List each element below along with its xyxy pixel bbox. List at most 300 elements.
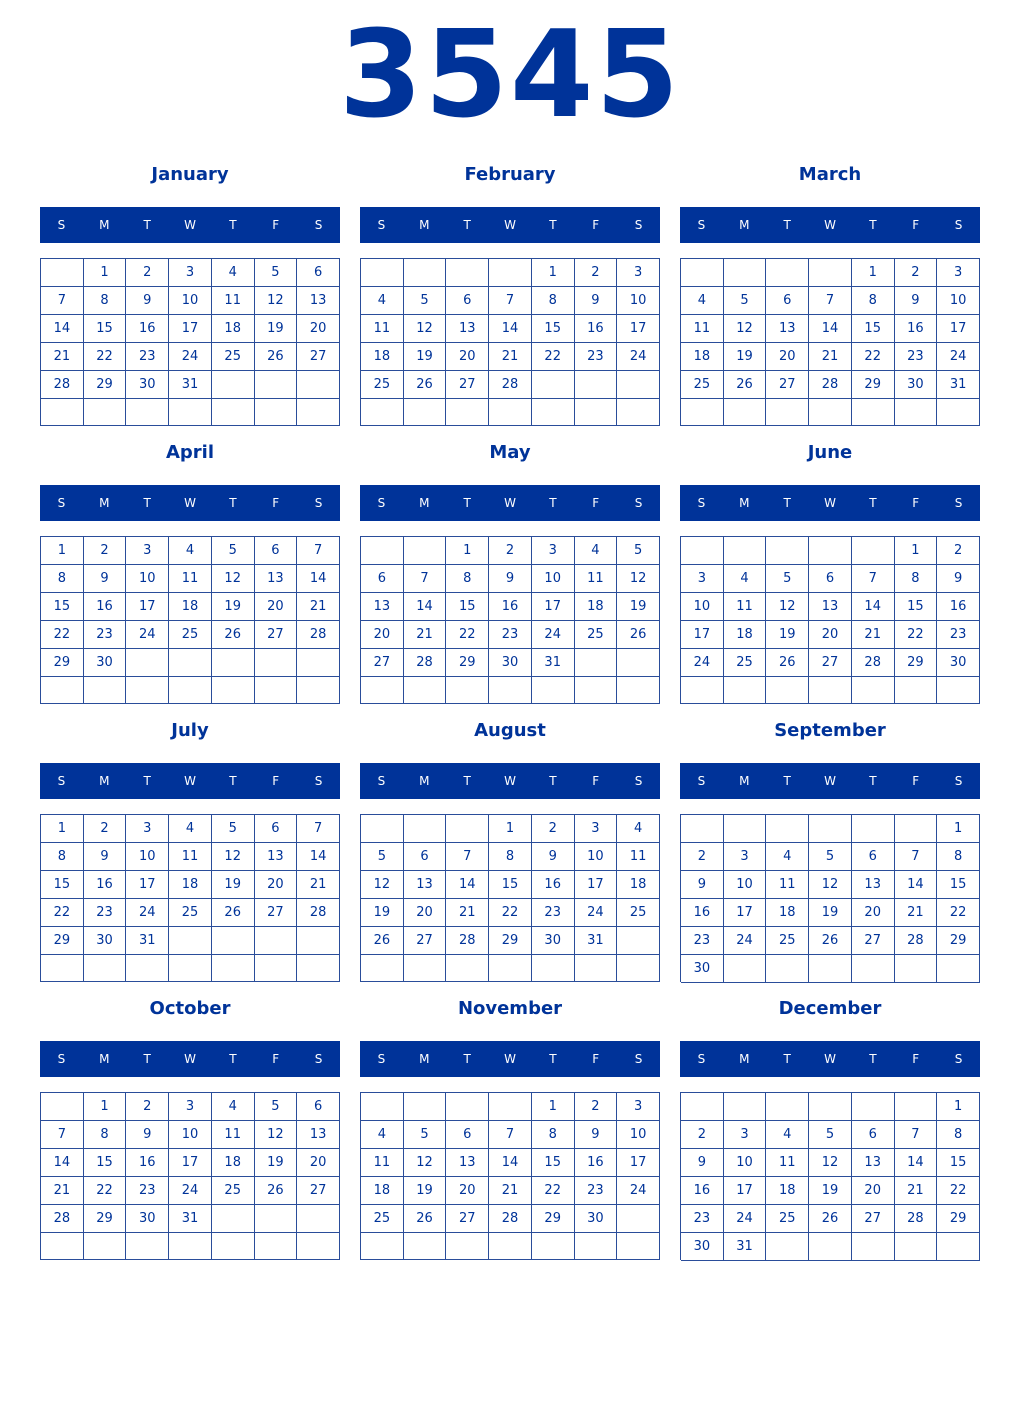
day-cell: 30 — [575, 1205, 618, 1233]
empty-cell — [297, 1233, 340, 1260]
day-cell: 31 — [937, 371, 980, 399]
month-name: October — [149, 998, 231, 1019]
day-cell: 22 — [937, 1177, 980, 1205]
day-cell: 15 — [937, 871, 980, 899]
weekday-label: W — [824, 218, 836, 232]
day-cell: 19 — [724, 343, 767, 371]
empty-cell — [809, 537, 852, 565]
day-cell: 15 — [895, 593, 938, 621]
day-cell: 30 — [532, 927, 575, 955]
weekday-label: S — [697, 496, 706, 510]
day-cell: 7 — [41, 1121, 84, 1149]
day-cell: 5 — [809, 843, 852, 871]
weekday-header — [40, 485, 340, 521]
weekday-label: T — [869, 218, 877, 232]
weekday-label: S — [57, 218, 66, 232]
day-cell: 14 — [489, 1149, 532, 1177]
empty-cell — [297, 1205, 340, 1233]
day-cell: 30 — [937, 649, 980, 677]
day-cell: 29 — [41, 649, 84, 677]
day-cell: 17 — [575, 871, 618, 899]
day-cell: 17 — [126, 593, 169, 621]
month-february — [360, 160, 660, 430]
day-cell: 8 — [446, 565, 489, 593]
day-cell: 4 — [169, 815, 212, 843]
day-cell: 30 — [489, 649, 532, 677]
day-cell: 10 — [126, 843, 169, 871]
day-cell: 4 — [766, 843, 809, 871]
weekday-label: T — [783, 1052, 791, 1066]
day-cell: 7 — [297, 815, 340, 843]
day-cell: 19 — [404, 343, 447, 371]
day-cell: 13 — [809, 593, 852, 621]
empty-cell — [404, 815, 447, 843]
empty-cell — [41, 259, 84, 287]
empty-cell — [766, 259, 809, 287]
empty-cell — [169, 927, 212, 955]
weekday-label: W — [824, 496, 836, 510]
day-cell: 27 — [446, 1205, 489, 1233]
weekday-label: W — [184, 1052, 196, 1066]
day-cell: 3 — [169, 1093, 212, 1121]
day-cell: 9 — [895, 287, 938, 315]
day-cell: 23 — [532, 899, 575, 927]
day-cell: 1 — [84, 259, 127, 287]
weekday-label: S — [634, 1052, 643, 1066]
day-cell: 9 — [681, 1149, 724, 1177]
empty-cell — [41, 955, 84, 982]
day-cell: 10 — [169, 287, 212, 315]
day-cell: 18 — [575, 593, 618, 621]
empty-cell — [446, 399, 489, 426]
day-cell: 24 — [724, 1205, 767, 1233]
day-cell: 1 — [84, 1093, 127, 1121]
day-cell: 18 — [681, 343, 724, 371]
day-cell: 27 — [446, 371, 489, 399]
day-cell: 21 — [446, 899, 489, 927]
day-cell: 29 — [489, 927, 532, 955]
day-cell: 13 — [255, 843, 298, 871]
month-august — [360, 716, 660, 986]
empty-cell — [766, 955, 809, 983]
weekday-label: T — [869, 774, 877, 788]
weekday-header — [40, 207, 340, 243]
weekday-label: F — [912, 774, 920, 788]
weekday-label: M — [419, 1052, 430, 1066]
empty-cell — [446, 677, 489, 704]
day-cell: 5 — [212, 815, 255, 843]
empty-cell — [446, 259, 489, 287]
month-name: February — [464, 164, 556, 185]
weekday-label: T — [463, 218, 471, 232]
day-cell: 31 — [724, 1233, 767, 1261]
day-cell: 28 — [852, 649, 895, 677]
day-cell: 18 — [766, 1177, 809, 1205]
day-cell: 22 — [84, 1177, 127, 1205]
day-cell: 6 — [766, 287, 809, 315]
empty-cell — [681, 677, 724, 704]
day-cell: 2 — [895, 259, 938, 287]
month-january — [40, 160, 340, 430]
day-cell: 11 — [766, 1149, 809, 1177]
empty-cell — [532, 955, 575, 982]
empty-cell — [446, 815, 489, 843]
day-cell: 7 — [489, 1121, 532, 1149]
day-cell: 3 — [724, 843, 767, 871]
day-cell: 12 — [809, 871, 852, 899]
weekday-label: M — [739, 496, 750, 510]
day-cell: 9 — [532, 843, 575, 871]
day-cell: 4 — [681, 287, 724, 315]
day-cell: 23 — [126, 343, 169, 371]
weekday-label: W — [504, 774, 516, 788]
empty-cell — [809, 1233, 852, 1261]
weekday-label: F — [272, 774, 280, 788]
day-cell: 26 — [724, 371, 767, 399]
day-cell: 21 — [852, 621, 895, 649]
empty-cell — [361, 955, 404, 982]
weekday-label: T — [143, 496, 151, 510]
day-cell: 5 — [212, 537, 255, 565]
day-grid — [40, 1092, 340, 1260]
empty-cell — [809, 1093, 852, 1121]
day-cell: 31 — [169, 1205, 212, 1233]
day-cell: 24 — [617, 343, 660, 371]
day-cell: 6 — [297, 259, 340, 287]
day-cell: 11 — [575, 565, 618, 593]
empty-cell — [724, 259, 767, 287]
day-cell: 10 — [724, 1149, 767, 1177]
day-cell: 27 — [852, 1205, 895, 1233]
day-cell: 22 — [489, 899, 532, 927]
empty-cell — [575, 955, 618, 982]
day-cell: 29 — [41, 927, 84, 955]
weekday-label: S — [634, 774, 643, 788]
day-cell: 20 — [809, 621, 852, 649]
empty-cell — [169, 399, 212, 426]
day-cell: 2 — [532, 815, 575, 843]
day-cell: 28 — [297, 899, 340, 927]
day-cell: 3 — [617, 1093, 660, 1121]
day-cell: 18 — [724, 621, 767, 649]
day-cell: 28 — [809, 371, 852, 399]
empty-cell — [169, 649, 212, 677]
day-cell: 31 — [575, 927, 618, 955]
day-cell: 7 — [489, 287, 532, 315]
day-cell: 19 — [766, 621, 809, 649]
day-cell: 13 — [852, 871, 895, 899]
empty-cell — [766, 1093, 809, 1121]
day-cell: 29 — [852, 371, 895, 399]
empty-cell — [126, 955, 169, 982]
weekday-label: F — [272, 496, 280, 510]
empty-cell — [404, 1233, 447, 1260]
day-cell: 25 — [766, 1205, 809, 1233]
day-cell: 27 — [361, 649, 404, 677]
day-cell: 2 — [681, 1121, 724, 1149]
empty-cell — [446, 955, 489, 982]
weekday-label: M — [419, 774, 430, 788]
empty-cell — [766, 677, 809, 704]
weekday-header — [680, 763, 980, 799]
month-name: August — [474, 720, 546, 741]
empty-cell — [212, 955, 255, 982]
day-cell: 19 — [617, 593, 660, 621]
weekday-label: T — [229, 496, 237, 510]
weekday-label: F — [592, 774, 600, 788]
day-cell: 24 — [617, 1177, 660, 1205]
empty-cell — [937, 677, 980, 704]
empty-cell — [297, 955, 340, 982]
day-cell: 13 — [361, 593, 404, 621]
day-cell: 9 — [937, 565, 980, 593]
day-cell: 20 — [852, 899, 895, 927]
weekday-label: T — [143, 1052, 151, 1066]
weekday-label: T — [463, 774, 471, 788]
day-cell: 21 — [297, 871, 340, 899]
day-cell: 12 — [255, 287, 298, 315]
empty-cell — [446, 1093, 489, 1121]
day-cell: 23 — [575, 343, 618, 371]
day-cell: 15 — [41, 871, 84, 899]
day-cell: 1 — [532, 259, 575, 287]
weekday-label: T — [229, 774, 237, 788]
day-cell: 2 — [126, 1093, 169, 1121]
weekday-label: S — [57, 1052, 66, 1066]
empty-cell — [852, 815, 895, 843]
day-cell: 22 — [41, 621, 84, 649]
day-cell: 25 — [212, 343, 255, 371]
month-name: November — [457, 998, 563, 1019]
empty-cell — [255, 927, 298, 955]
day-cell: 5 — [617, 537, 660, 565]
day-cell: 15 — [84, 1149, 127, 1177]
empty-cell — [852, 677, 895, 704]
day-cell: 18 — [617, 871, 660, 899]
empty-cell — [361, 1233, 404, 1260]
empty-cell — [809, 677, 852, 704]
day-cell: 26 — [809, 927, 852, 955]
day-cell: 9 — [84, 565, 127, 593]
weekday-label: M — [739, 218, 750, 232]
empty-cell — [489, 399, 532, 426]
day-cell: 27 — [255, 899, 298, 927]
day-cell: 11 — [169, 565, 212, 593]
day-cell: 27 — [297, 343, 340, 371]
empty-cell — [681, 399, 724, 426]
empty-cell — [617, 927, 660, 955]
day-cell: 29 — [532, 1205, 575, 1233]
day-cell: 25 — [169, 621, 212, 649]
empty-cell — [84, 955, 127, 982]
day-cell: 25 — [212, 1177, 255, 1205]
day-cell: 9 — [489, 565, 532, 593]
day-cell: 23 — [126, 1177, 169, 1205]
day-cell: 1 — [895, 537, 938, 565]
month-name: July — [171, 720, 209, 741]
day-cell: 26 — [404, 371, 447, 399]
day-grid — [40, 814, 340, 982]
day-cell: 14 — [41, 315, 84, 343]
day-cell: 8 — [489, 843, 532, 871]
day-cell: 12 — [212, 565, 255, 593]
weekday-label: S — [377, 496, 386, 510]
empty-cell — [575, 649, 618, 677]
day-cell: 29 — [84, 371, 127, 399]
day-cell: 26 — [617, 621, 660, 649]
empty-cell — [852, 1093, 895, 1121]
empty-cell — [255, 955, 298, 982]
day-cell: 19 — [404, 1177, 447, 1205]
day-cell: 20 — [852, 1177, 895, 1205]
day-cell: 20 — [766, 343, 809, 371]
day-grid — [360, 258, 660, 426]
day-cell: 8 — [41, 843, 84, 871]
empty-cell — [617, 677, 660, 704]
day-cell: 29 — [937, 1205, 980, 1233]
empty-cell — [724, 399, 767, 426]
month-name: March — [798, 164, 862, 185]
day-cell: 9 — [575, 287, 618, 315]
day-cell: 26 — [809, 1205, 852, 1233]
empty-cell — [532, 399, 575, 426]
weekday-label: W — [504, 218, 516, 232]
empty-cell — [404, 537, 447, 565]
day-cell: 23 — [84, 899, 127, 927]
day-cell: 6 — [297, 1093, 340, 1121]
empty-cell — [126, 1233, 169, 1260]
day-cell: 28 — [489, 1205, 532, 1233]
empty-cell — [617, 649, 660, 677]
empty-cell — [489, 955, 532, 982]
day-cell: 30 — [895, 371, 938, 399]
day-cell: 5 — [255, 259, 298, 287]
day-grid — [40, 258, 340, 426]
day-cell: 6 — [852, 1121, 895, 1149]
empty-cell — [766, 537, 809, 565]
day-cell: 3 — [937, 259, 980, 287]
weekday-label: S — [377, 1052, 386, 1066]
empty-cell — [297, 677, 340, 704]
day-cell: 8 — [852, 287, 895, 315]
empty-cell — [617, 399, 660, 426]
empty-cell — [489, 259, 532, 287]
day-cell: 19 — [255, 1149, 298, 1177]
day-cell: 26 — [212, 899, 255, 927]
day-cell: 16 — [575, 315, 618, 343]
day-cell: 2 — [84, 537, 127, 565]
day-cell: 23 — [895, 343, 938, 371]
empty-cell — [809, 259, 852, 287]
day-cell: 25 — [361, 1205, 404, 1233]
weekday-label: M — [419, 218, 430, 232]
day-cell: 7 — [297, 537, 340, 565]
day-cell: 2 — [937, 537, 980, 565]
weekday-label: T — [869, 496, 877, 510]
day-cell: 3 — [617, 259, 660, 287]
empty-cell — [766, 1233, 809, 1261]
day-cell: 8 — [532, 1121, 575, 1149]
day-cell: 26 — [255, 343, 298, 371]
day-cell: 16 — [681, 1177, 724, 1205]
day-cell: 4 — [617, 815, 660, 843]
weekday-label: S — [57, 496, 66, 510]
empty-cell — [212, 399, 255, 426]
day-cell: 21 — [404, 621, 447, 649]
empty-cell — [255, 371, 298, 399]
day-cell: 5 — [809, 1121, 852, 1149]
empty-cell — [361, 1093, 404, 1121]
empty-cell — [532, 1233, 575, 1260]
day-cell: 18 — [361, 1177, 404, 1205]
day-cell: 5 — [361, 843, 404, 871]
day-cell: 17 — [937, 315, 980, 343]
day-cell: 18 — [169, 871, 212, 899]
day-cell: 12 — [724, 315, 767, 343]
weekday-label: M — [739, 1052, 750, 1066]
day-cell: 14 — [297, 565, 340, 593]
day-cell: 4 — [212, 259, 255, 287]
day-cell: 12 — [361, 871, 404, 899]
weekday-label: S — [634, 496, 643, 510]
day-cell: 17 — [532, 593, 575, 621]
day-cell: 7 — [852, 565, 895, 593]
day-cell: 14 — [404, 593, 447, 621]
empty-cell — [575, 1233, 618, 1260]
empty-cell — [255, 1205, 298, 1233]
day-cell: 14 — [446, 871, 489, 899]
day-cell: 6 — [255, 537, 298, 565]
day-cell: 23 — [489, 621, 532, 649]
day-cell: 15 — [532, 1149, 575, 1177]
day-cell: 11 — [766, 871, 809, 899]
weekday-label: T — [463, 1052, 471, 1066]
day-cell: 12 — [255, 1121, 298, 1149]
empty-cell — [255, 399, 298, 426]
month-june — [680, 438, 980, 708]
weekday-label: F — [912, 1052, 920, 1066]
day-cell: 27 — [297, 1177, 340, 1205]
day-cell: 25 — [575, 621, 618, 649]
weekday-label: W — [824, 1052, 836, 1066]
day-cell: 21 — [41, 343, 84, 371]
day-cell: 13 — [255, 565, 298, 593]
day-cell: 15 — [852, 315, 895, 343]
empty-cell — [809, 955, 852, 983]
day-cell: 1 — [446, 537, 489, 565]
empty-cell — [532, 677, 575, 704]
day-cell: 15 — [41, 593, 84, 621]
day-cell: 2 — [575, 1093, 618, 1121]
day-cell: 13 — [404, 871, 447, 899]
day-cell: 27 — [809, 649, 852, 677]
day-cell: 26 — [212, 621, 255, 649]
day-cell: 13 — [297, 1121, 340, 1149]
month-december — [680, 994, 980, 1264]
empty-cell — [617, 1233, 660, 1260]
empty-cell — [361, 537, 404, 565]
weekday-label: W — [504, 496, 516, 510]
empty-cell — [297, 399, 340, 426]
day-cell: 10 — [575, 843, 618, 871]
day-cell: 17 — [169, 315, 212, 343]
weekday-label: S — [697, 218, 706, 232]
day-cell: 9 — [84, 843, 127, 871]
day-cell: 19 — [212, 593, 255, 621]
day-cell: 10 — [617, 287, 660, 315]
day-cell: 4 — [724, 565, 767, 593]
day-cell: 2 — [575, 259, 618, 287]
